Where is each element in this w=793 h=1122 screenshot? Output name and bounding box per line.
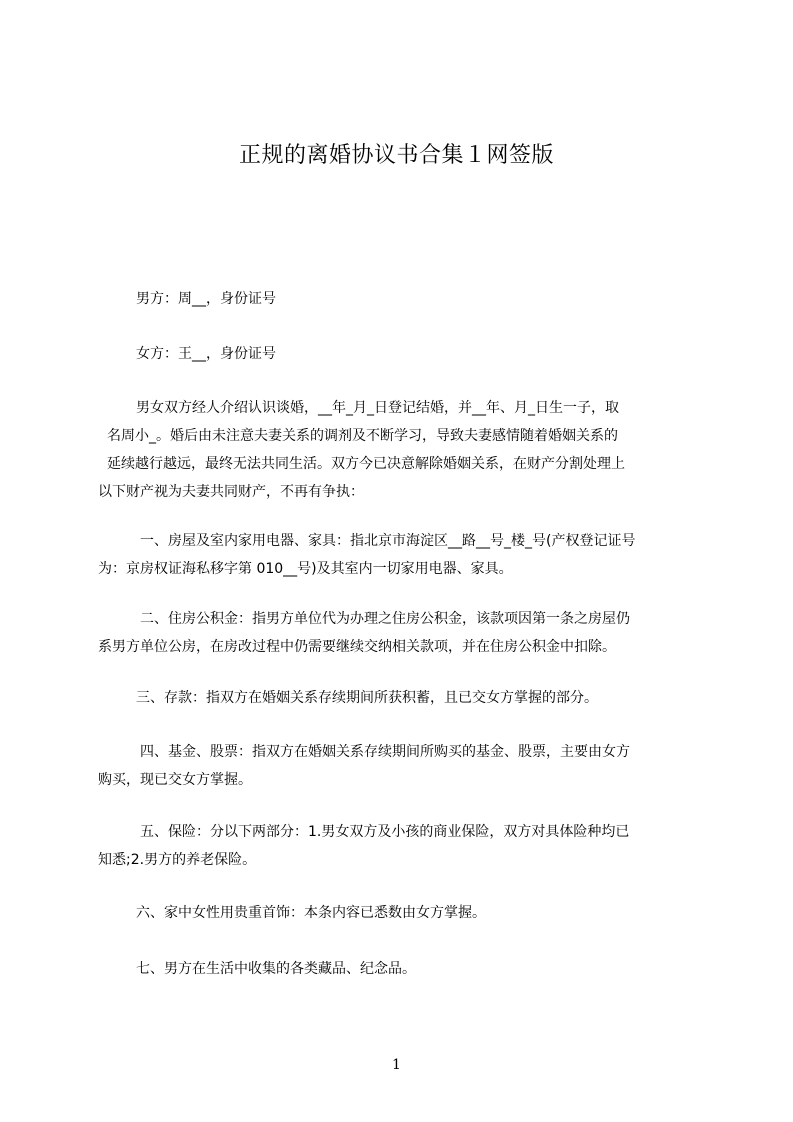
clause-3-line: 三、存款：指双方在婚姻关系存续期间所获积蓄，且已交女方掌握的部分。 xyxy=(136,690,598,706)
clause-4-line-2: 购买，现已交女方掌握。 xyxy=(98,772,252,788)
clause-1-line-1: 一、房屋及室内家用电器、家具：指北京市海淀区__路__号_楼_号(产权登记证号 xyxy=(140,533,636,549)
intro-line-2: 名周小_。婚后由未注意夫妻关系的调剂及不断学习，导致夫妻感情随着婚姻关系的 xyxy=(107,428,618,444)
page-number: 1 xyxy=(392,1057,401,1073)
intro-line-1: 男女双方经人介绍认识谈婚，__年_月_日登记结婚，并__年、月_日生一子，取 xyxy=(136,400,619,416)
clause-2-line-1: 二、住房公积金：指男方单位代为办理之住房公积金，该款项因第一条之房屋仍 xyxy=(140,611,630,627)
document-title: 正规的离婚协议书合集１网签版 xyxy=(238,143,554,168)
clause-7-line: 七、男方在生活中收集的各类藏品、纪念品。 xyxy=(136,961,416,977)
clause-1-line-2: 为：京房权证海私移字第 010__号)及其室内一切家用电器、家具。 xyxy=(98,561,513,577)
clause-5-line-1: 五、保险：分以下两部分：1.男女双方及小孩的商业保险，双方对具体险种均已 xyxy=(140,824,630,840)
clause-4-line-1: 四、基金、股票：指双方在婚姻关系存续期间所购买的基金、股票，主要由女方 xyxy=(140,744,630,760)
party-female-line: 女方：王__，身份证号 xyxy=(136,346,276,362)
intro-line-4: 以下财产视为夫妻共同财产，不再有争执： xyxy=(98,484,364,500)
clause-5-line-2: 知悉;2.男方的养老保险。 xyxy=(98,852,257,868)
intro-line-3: 延续越行越远，最终无法共同生活。双方今已决意解除婚姻关系，在财产分割处理上 xyxy=(107,456,625,472)
clause-2-line-2: 系男方单位公房，在房改过程中仍需要继续交纳相关款项，并在住房公积金中扣除。 xyxy=(98,639,616,655)
clause-6-line: 六、家中女性用贵重首饰：本条内容已悉数由女方掌握。 xyxy=(136,905,486,921)
party-male-line: 男方：周__，身份证号 xyxy=(136,291,276,307)
